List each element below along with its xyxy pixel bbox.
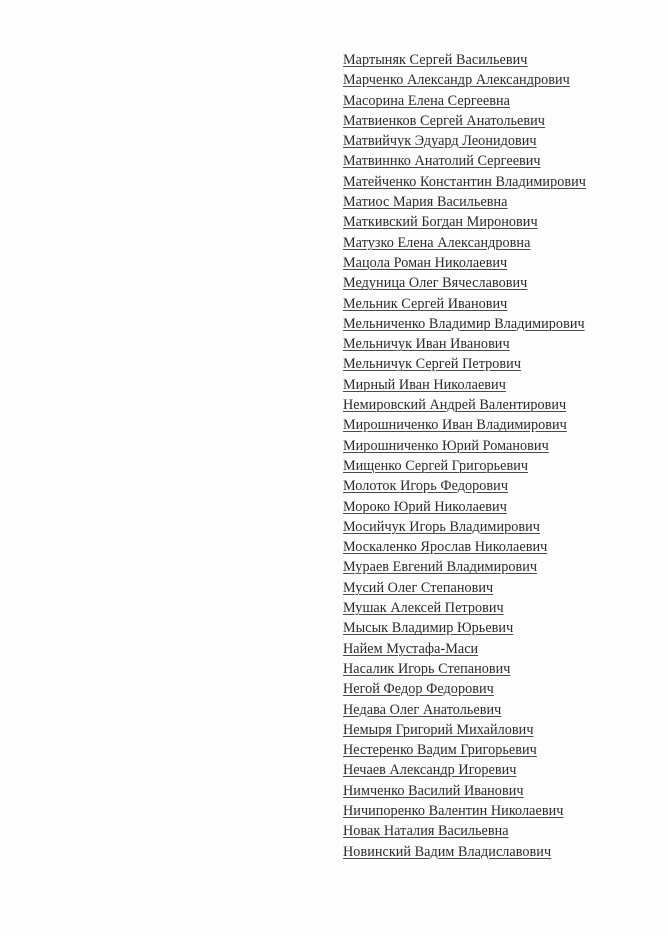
name-text: Молоток Игорь Федорович bbox=[343, 478, 509, 495]
list-item bbox=[343, 659, 653, 679]
list-item bbox=[343, 537, 653, 557]
list-item bbox=[343, 212, 653, 232]
list-item bbox=[343, 679, 653, 699]
name-text: Немыря Григорий Михайлович bbox=[343, 721, 534, 738]
name-text: Негой Федор Федорович bbox=[343, 681, 494, 698]
list-item bbox=[343, 700, 653, 720]
list-item bbox=[343, 578, 653, 598]
list-item bbox=[343, 273, 653, 293]
name-text: Матейченко Константин Владимирович bbox=[343, 173, 586, 190]
list-item bbox=[343, 314, 653, 334]
list-item bbox=[343, 70, 653, 90]
name-text: Найем Мустафа-Маси bbox=[343, 640, 479, 657]
name-text: Мищенко Сергей Григорьевич bbox=[343, 457, 529, 474]
list-item bbox=[343, 598, 653, 618]
list-item bbox=[343, 456, 653, 476]
list-item bbox=[343, 334, 653, 354]
list-item bbox=[343, 720, 653, 740]
name-text: Мацола Роман Николаевич bbox=[343, 254, 508, 271]
name-text: Ничипоренко Валентин Николаевич bbox=[343, 802, 564, 819]
name-text: Матвийчук Эдуард Леонидович bbox=[343, 133, 537, 150]
list-item bbox=[343, 172, 653, 192]
names-list bbox=[343, 50, 653, 862]
list-item bbox=[343, 781, 653, 801]
name-text: Мельничук Иван Иванович bbox=[343, 336, 510, 353]
list-item bbox=[343, 192, 653, 212]
name-text: Нечаев Александр Игоревич bbox=[343, 762, 517, 779]
name-text: Новинский Вадим Владиславович bbox=[343, 843, 552, 860]
name-text: Мирошниченко Иван Владимирович bbox=[343, 417, 567, 434]
name-text: Мосийчук Игорь Владимирович bbox=[343, 518, 540, 535]
name-text: Москаленко Ярослав Николаевич bbox=[343, 539, 548, 556]
list-item bbox=[343, 618, 653, 638]
name-text: Недава Олег Анатольевич bbox=[343, 701, 502, 718]
list-item bbox=[343, 476, 653, 496]
list-item bbox=[343, 233, 653, 253]
list-item bbox=[343, 557, 653, 577]
list-item bbox=[343, 131, 653, 151]
name-text: Новак Наталия Васильевна bbox=[343, 823, 509, 840]
name-text: Мартыняк Сергей Васильевич bbox=[343, 52, 528, 68]
name-text: Мирный Иван Николаевич bbox=[343, 376, 506, 393]
list-item bbox=[343, 395, 653, 415]
name-text: Мушак Алексей Петрович bbox=[343, 600, 504, 617]
list-item bbox=[343, 151, 653, 171]
list-item bbox=[343, 639, 653, 659]
list-item bbox=[343, 497, 653, 517]
name-text: Мельник Сергей Иванович bbox=[343, 295, 508, 312]
list-item bbox=[343, 801, 653, 821]
list-item bbox=[343, 354, 653, 374]
name-text: Матиос Мария Васильевна bbox=[343, 194, 508, 211]
name-text: Медуница Олег Вячеславович bbox=[343, 275, 528, 292]
list-item bbox=[343, 50, 653, 70]
list-item bbox=[343, 375, 653, 395]
name-text: Мысык Владимир Юрьевич bbox=[343, 620, 514, 637]
list-item bbox=[343, 111, 653, 131]
name-text: Мороко Юрий Николаевич bbox=[343, 498, 507, 515]
name-text: Масорина Елена Сергеевна bbox=[343, 92, 510, 109]
name-text: Насалик Игорь Степанович bbox=[343, 660, 511, 677]
name-text: Мельниченко Владимир Владимирович bbox=[343, 315, 585, 332]
list-item bbox=[343, 415, 653, 435]
list-item bbox=[343, 436, 653, 456]
list-item bbox=[343, 253, 653, 273]
name-text: Мусий Олег Степанович bbox=[343, 579, 494, 596]
list-item bbox=[343, 740, 653, 760]
name-text: Матузко Елена Александровна bbox=[343, 234, 531, 251]
list-item bbox=[343, 760, 653, 780]
list-item bbox=[343, 517, 653, 537]
list-item bbox=[343, 91, 653, 111]
name-text: Матвиенков Сергей Анатольевич bbox=[343, 112, 545, 129]
name-text: Мирошниченко Юрий Романович bbox=[343, 437, 549, 454]
list-item bbox=[343, 821, 653, 841]
name-text: Мельничук Сергей Петрович bbox=[343, 356, 522, 373]
name-text: Немировский Андрей Валентирович bbox=[343, 397, 567, 414]
name-text: Марченко Александр Александрович bbox=[343, 72, 570, 89]
name-text: Маткивский Богдан Миронович bbox=[343, 214, 538, 231]
name-text: Нестеренко Вадим Григорьевич bbox=[343, 742, 537, 759]
name-text: Мураев Евгений Владимирович bbox=[343, 559, 538, 576]
list-item bbox=[343, 294, 653, 314]
list-item bbox=[343, 842, 653, 862]
name-text: Матвиннко Анатолий Сергеевич bbox=[343, 153, 541, 170]
name-text: Нимченко Василий Иванович bbox=[343, 782, 524, 799]
